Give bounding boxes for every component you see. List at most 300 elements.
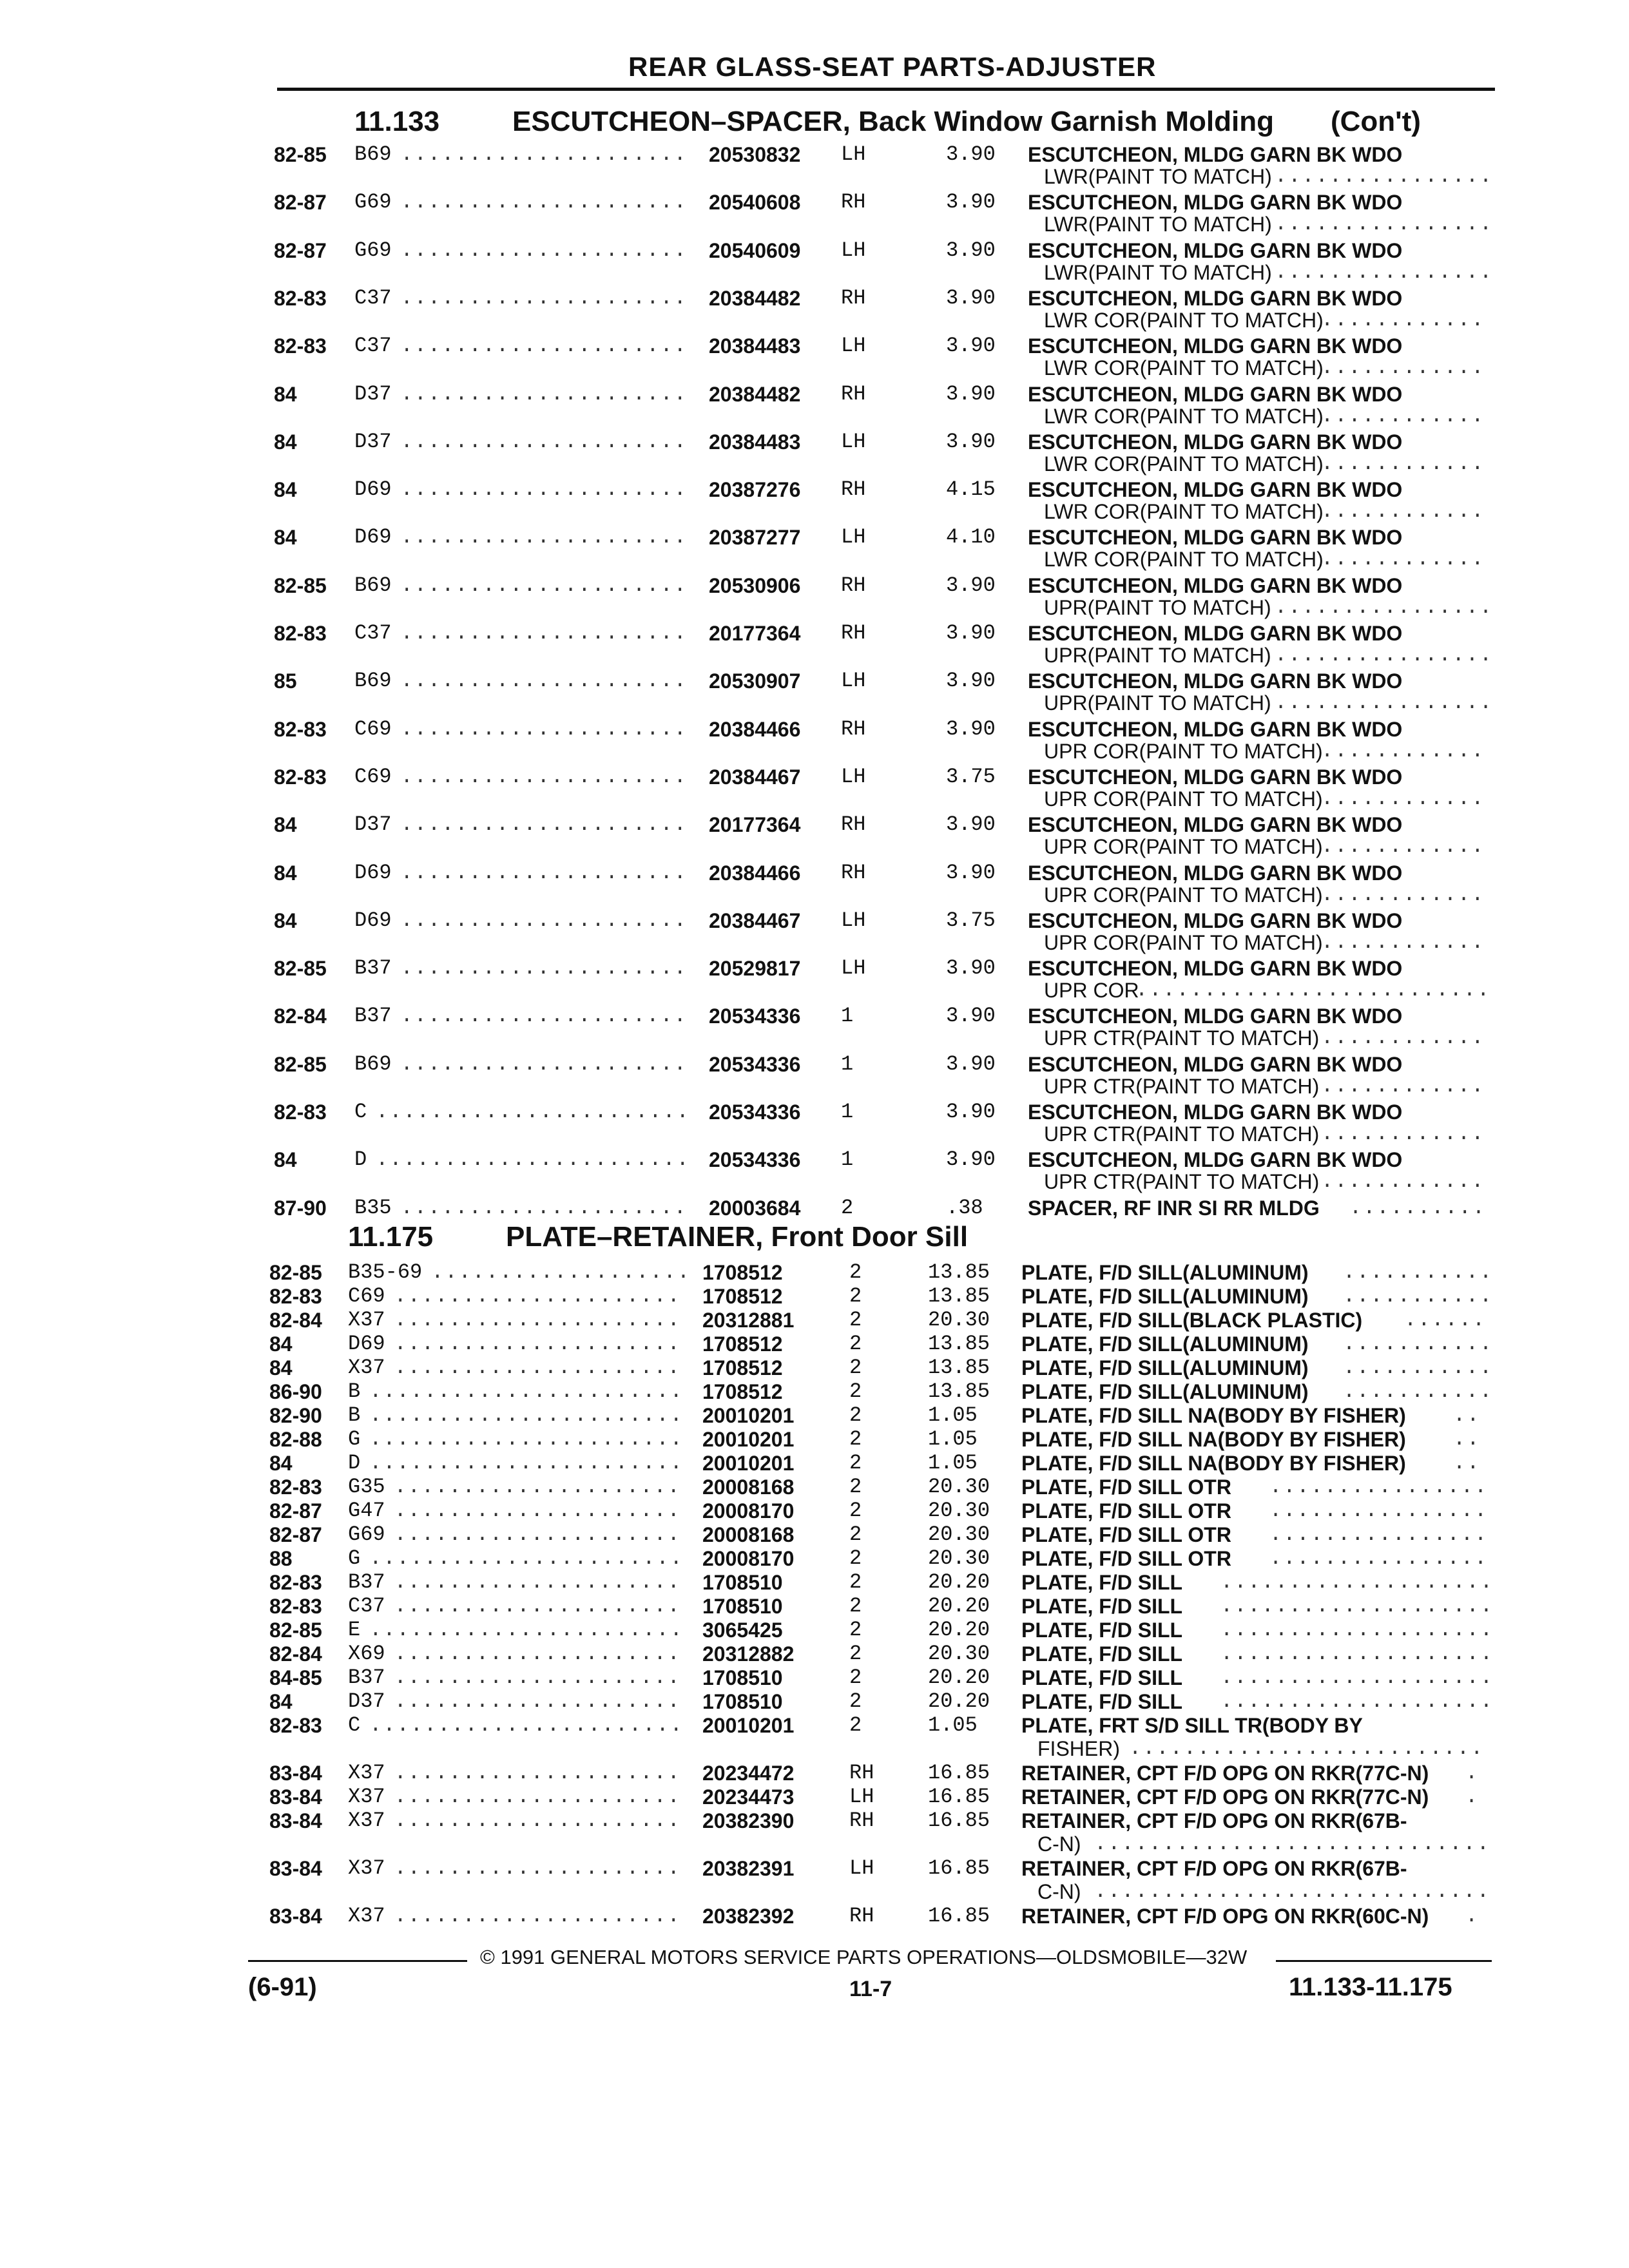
row-part-number: 20003684 — [709, 1196, 801, 1220]
leader-dots: ..................... — [400, 908, 688, 932]
row-year: 82-87 — [274, 191, 327, 215]
row-description: ESCUTCHEON, MLDG GARN BK WDO — [1028, 1148, 1403, 1172]
footer-copyright: © 1991 GENERAL MOTORS SERVICE PARTS OPERATIONS—OLDSMOBILE—32W — [480, 1946, 1248, 1968]
row-quantity: 2 — [849, 1523, 862, 1546]
row-body-style: G — [348, 1546, 361, 1570]
row-part-number: 1708512 — [702, 1380, 783, 1403]
row-year: 84 — [274, 382, 297, 406]
row-quantity: RH — [841, 716, 866, 741]
row-description-continued: LWR(PAINT TO MATCH) — [1044, 213, 1272, 236]
row-price: 3.90 — [946, 334, 996, 358]
row-description: PLATE, F/D SILL OTR — [1021, 1475, 1231, 1499]
row-body-style: D — [354, 1148, 367, 1172]
leader-dots: ....................... — [376, 1148, 690, 1172]
row-body-style: X69 — [348, 1642, 385, 1666]
row-quantity: 2 — [849, 1570, 862, 1594]
leader-dots: ..................... — [394, 1475, 681, 1499]
row-part-number: 20008168 — [702, 1523, 795, 1546]
row-body-style: C37 — [354, 334, 392, 358]
row-quantity: RH — [849, 1761, 874, 1785]
row-description-continued: LWR(PAINT TO MATCH) — [1044, 260, 1272, 284]
row-description-continued: FISHER) — [1037, 1737, 1120, 1760]
row-year: 82-83 — [269, 1571, 322, 1594]
row-price: 20.30 — [928, 1475, 990, 1499]
trailing-dots: ............ — [1321, 834, 1485, 859]
row-part-number: 20534336 — [709, 1100, 801, 1124]
row-description: ESCUTCHEON, MLDG GARN BK WDO — [1028, 813, 1403, 837]
row-description: PLATE, F/D SILL — [1021, 1571, 1183, 1594]
row-description-continued: LWR COR(PAINT TO MATCH) — [1044, 500, 1324, 524]
row-body-style: G47 — [348, 1499, 385, 1523]
row-description: ESCUTCHEON, MLDG GARN BK WDO — [1028, 622, 1403, 645]
leader-dots: ..................... — [400, 1195, 688, 1220]
row-part-number: 1708512 — [702, 1285, 783, 1308]
trailing-dots: ................ — [1275, 643, 1494, 667]
row-description: ESCUTCHEON, MLDG GARN BK WDO — [1028, 382, 1403, 406]
row-body-style: B69 — [354, 142, 392, 166]
row-year: 87-90 — [274, 1196, 327, 1220]
row-description-continued: LWR COR(PAINT TO MATCH) — [1044, 548, 1324, 572]
footer-page-number: 11-7 — [849, 1977, 892, 2001]
row-price: 20.20 — [928, 1618, 990, 1642]
trailing-dots: ............ — [1321, 882, 1485, 907]
trailing-dots: . — [1465, 1785, 1480, 1809]
row-quantity: 2 — [849, 1284, 862, 1308]
row-body-style: D69 — [354, 477, 392, 502]
row-quantity: 2 — [849, 1332, 862, 1356]
trailing-dots: .......... — [1349, 1195, 1487, 1220]
trailing-dots: .................... — [1220, 1642, 1494, 1666]
trailing-dots: ............ — [1321, 499, 1485, 524]
row-quantity: RH — [849, 1809, 874, 1832]
trailing-dots: ................ — [1275, 691, 1494, 715]
row-quantity: 2 — [849, 1499, 862, 1523]
row-year: 82-85 — [274, 573, 327, 597]
row-description: ESCUTCHEON, MLDG GARN BK WDO — [1028, 1100, 1403, 1124]
row-description-continued: UPR COR(PAINT TO MATCH) — [1044, 739, 1323, 763]
table-row — [0, 383, 1629, 429]
trailing-dots: ........... — [1343, 1284, 1494, 1308]
row-year: 82-85 — [274, 1052, 327, 1076]
row-part-number: 20234473 — [702, 1785, 795, 1809]
trailing-dots: ................ — [1269, 1546, 1489, 1570]
row-year: 84 — [274, 908, 297, 932]
row-description: ESCUTCHEON, MLDG GARN BK WDO — [1028, 1052, 1403, 1076]
row-body-style: X37 — [348, 1761, 385, 1785]
row-price: 13.85 — [928, 1332, 990, 1356]
row-description: RETAINER, CPT F/D OPG ON RKR(67B- — [1021, 1809, 1407, 1832]
row-quantity: 2 — [849, 1594, 862, 1618]
trailing-dots: ................ — [1269, 1475, 1489, 1499]
row-body-style: D37 — [354, 812, 392, 837]
section-number: 11.133 — [354, 106, 440, 137]
row-description-continued: LWR(PAINT TO MATCH) — [1044, 165, 1272, 188]
row-price: 3.90 — [946, 238, 996, 262]
row-description-continued: LWR COR(PAINT TO MATCH) — [1044, 308, 1324, 332]
leader-dots: ....................... — [369, 1618, 684, 1642]
trailing-dots: ............ — [1321, 1169, 1485, 1194]
table-row — [0, 191, 1629, 237]
row-part-number: 20008168 — [702, 1475, 795, 1499]
row-description-continued: UPR(PAINT TO MATCH) — [1044, 644, 1271, 667]
table-row — [0, 813, 1629, 860]
row-part-number: 20010201 — [702, 1714, 795, 1737]
leader-dots: ..................... — [394, 1904, 681, 1928]
leader-dots: ..................... — [400, 238, 688, 262]
row-quantity: RH — [841, 812, 866, 837]
leader-dots: ..................... — [400, 669, 688, 693]
row-price: 3.90 — [946, 573, 996, 597]
row-price: 13.85 — [928, 1379, 990, 1403]
row-year: 82-87 — [274, 238, 327, 262]
row-part-number: 3065425 — [702, 1619, 783, 1642]
leader-dots: ..................... — [394, 1689, 681, 1713]
row-year: 82-85 — [269, 1261, 322, 1284]
row-part-number: 20384482 — [709, 382, 801, 406]
row-price: 3.90 — [946, 1004, 996, 1028]
row-quantity: RH — [841, 573, 866, 597]
row-part-number: 20382391 — [702, 1857, 795, 1880]
trailing-dots: ........... — [1343, 1260, 1494, 1284]
row-price: .38 — [946, 1195, 983, 1220]
row-price: 3.90 — [946, 812, 996, 837]
row-year: 82-87 — [269, 1523, 322, 1546]
row-part-number: 20234472 — [702, 1762, 795, 1785]
row-year: 84 — [269, 1356, 293, 1379]
leader-dots: ..................... — [394, 1332, 681, 1356]
table-row — [0, 1809, 1629, 1856]
row-description-continued: C-N) — [1037, 1880, 1081, 1903]
row-part-number: 20382390 — [702, 1809, 795, 1832]
trailing-dots: ........... — [1343, 1356, 1494, 1379]
row-description-continued: UPR COR(PAINT TO MATCH) — [1044, 883, 1323, 907]
row-part-number: 20530907 — [709, 669, 801, 693]
leader-dots: ..................... — [400, 429, 688, 454]
row-year: 83-84 — [269, 1905, 322, 1928]
row-part-number: 20010201 — [702, 1452, 795, 1475]
row-description: ESCUTCHEON, MLDG GARN BK WDO — [1028, 526, 1403, 550]
row-quantity: LH — [841, 429, 866, 454]
row-body-style: X37 — [348, 1809, 385, 1832]
row-price: 1.05 — [928, 1451, 978, 1475]
row-price: 20.20 — [928, 1666, 990, 1689]
row-description-continued: LWR COR(PAINT TO MATCH) — [1044, 356, 1324, 380]
table-row — [0, 334, 1629, 381]
leader-dots: ..................... — [400, 956, 688, 981]
row-body-style: G69 — [348, 1523, 385, 1546]
leader-dots: ..................... — [400, 812, 688, 837]
row-description: PLATE, F/D SILL(ALUMINUM) — [1021, 1261, 1309, 1284]
row-description: ESCUTCHEON, MLDG GARN BK WDO — [1028, 765, 1403, 789]
footer-rule-right — [1276, 1960, 1492, 1962]
trailing-dots: ........... — [1343, 1379, 1494, 1403]
row-body-style: B37 — [354, 956, 392, 981]
table-row — [0, 1148, 1629, 1195]
row-price: 20.30 — [928, 1499, 990, 1523]
row-description: SPACER, RF INR SI RR MLDG — [1028, 1196, 1320, 1220]
row-quantity: LH — [841, 764, 866, 789]
leader-dots: ..................... — [400, 334, 688, 358]
row-part-number: 20384482 — [709, 286, 801, 310]
row-year: 82-84 — [269, 1642, 322, 1666]
row-price: 3.75 — [946, 764, 996, 789]
table-row — [0, 622, 1629, 668]
table-row — [0, 574, 1629, 620]
row-description: RETAINER, CPT F/D OPG ON RKR(67B- — [1021, 1857, 1407, 1880]
row-description-continued: UPR COR(PAINT TO MATCH) — [1044, 835, 1323, 859]
table-row — [0, 143, 1629, 189]
row-year: 83-84 — [269, 1809, 322, 1832]
trailing-dots: .. — [1453, 1403, 1481, 1427]
row-part-number: 1708512 — [702, 1356, 783, 1379]
row-description-continued: LWR COR(PAINT TO MATCH) — [1044, 452, 1324, 476]
row-year: 82-88 — [269, 1428, 322, 1451]
row-price: 16.85 — [928, 1904, 990, 1928]
row-year: 84 — [274, 478, 297, 502]
row-part-number: 20540608 — [709, 191, 801, 215]
row-quantity: LH — [841, 525, 866, 550]
row-quantity: LH — [841, 908, 866, 932]
section-number: 11.175 — [348, 1221, 434, 1253]
row-description: ESCUTCHEON, MLDG GARN BK WDO — [1028, 861, 1403, 885]
leader-dots: ..................... — [394, 1642, 681, 1666]
trailing-dots: . — [1465, 1904, 1480, 1928]
trailing-dots: .......................... — [1129, 1736, 1485, 1760]
row-part-number: 20312881 — [702, 1309, 795, 1332]
row-body-style: C — [348, 1713, 361, 1737]
row-part-number: 20010201 — [702, 1428, 795, 1451]
row-quantity: 2 — [849, 1308, 862, 1332]
row-part-number: 20534336 — [709, 1004, 801, 1028]
row-quantity: 2 — [849, 1260, 862, 1284]
row-quantity: 1 — [841, 1100, 854, 1124]
trailing-dots: ............ — [1321, 1026, 1485, 1050]
row-part-number: 20008170 — [702, 1547, 795, 1570]
footer-date-code: (6-91) — [248, 1973, 317, 2001]
row-part-number: 20529817 — [709, 957, 801, 981]
row-body-style: E — [348, 1618, 361, 1642]
leader-dots: ..................... — [394, 1523, 681, 1546]
row-year: 84-85 — [269, 1666, 322, 1689]
footer-rule-left — [248, 1960, 467, 1962]
row-quantity: RH — [841, 477, 866, 502]
row-year: 84 — [269, 1452, 293, 1475]
leader-dots: ..................... — [394, 1809, 681, 1832]
row-body-style: B37 — [348, 1570, 385, 1594]
row-body-style: X37 — [348, 1904, 385, 1928]
row-part-number: 20387277 — [709, 526, 801, 550]
row-quantity: 2 — [849, 1427, 862, 1451]
row-price: 16.85 — [928, 1761, 990, 1785]
row-price: 3.90 — [946, 381, 996, 406]
row-body-style: C69 — [354, 764, 392, 789]
row-quantity: RH — [841, 860, 866, 885]
row-quantity: 2 — [849, 1379, 862, 1403]
row-description: PLATE, F/D SILL OTR — [1021, 1547, 1231, 1570]
row-description-continued: C-N) — [1037, 1832, 1081, 1856]
row-description-continued: UPR CTR(PAINT TO MATCH) — [1044, 1026, 1320, 1050]
row-description: PLATE, F/D SILL(ALUMINUM) — [1021, 1380, 1309, 1403]
row-body-style: G69 — [354, 238, 392, 262]
leader-dots: ..................... — [400, 477, 688, 502]
leader-dots: ....................... — [369, 1451, 684, 1475]
leader-dots: ..................... — [394, 1785, 681, 1809]
row-quantity: 2 — [849, 1451, 862, 1475]
row-description: ESCUTCHEON, MLDG GARN BK WDO — [1028, 957, 1403, 981]
row-description: PLATE, F/D SILL OTR — [1021, 1523, 1231, 1546]
row-body-style: B69 — [354, 573, 392, 597]
row-year: 82-83 — [269, 1285, 322, 1308]
row-description: RETAINER, CPT F/D OPG ON RKR(77C-N) — [1021, 1762, 1429, 1785]
row-price: 20.30 — [928, 1523, 990, 1546]
row-description: PLATE, F/D SILL(ALUMINUM) — [1021, 1356, 1309, 1379]
trailing-dots: .................... — [1220, 1618, 1494, 1642]
row-price: 3.75 — [946, 908, 996, 932]
leader-dots: ..................... — [394, 1856, 681, 1880]
row-part-number: 20384467 — [709, 908, 801, 932]
row-description: PLATE, F/D SILL(ALUMINUM) — [1021, 1285, 1309, 1308]
row-part-number: 20008170 — [702, 1499, 795, 1523]
table-row — [0, 526, 1629, 572]
row-description: PLATE, F/D SILL OTR — [1021, 1499, 1231, 1523]
row-price: 20.30 — [928, 1642, 990, 1666]
row-quantity: 2 — [849, 1403, 862, 1427]
row-body-style: D69 — [354, 908, 392, 932]
row-year: 83-84 — [269, 1857, 322, 1880]
trailing-dots: ............ — [1321, 1122, 1485, 1146]
row-year: 82-84 — [269, 1309, 322, 1332]
row-body-style: D — [348, 1451, 361, 1475]
row-year: 86-90 — [269, 1380, 322, 1403]
trailing-dots: ................ — [1275, 595, 1494, 619]
title-rule — [277, 88, 1495, 91]
row-quantity: 2 — [849, 1475, 862, 1499]
row-part-number: 20312882 — [702, 1642, 795, 1666]
row-description: PLATE, FRT S/D SILL TR(BODY BY — [1021, 1714, 1363, 1737]
row-description: ESCUTCHEON, MLDG GARN BK WDO — [1028, 573, 1403, 597]
row-year: 82-87 — [269, 1499, 322, 1523]
leader-dots: ..................... — [394, 1761, 681, 1785]
row-description: PLATE, F/D SILL NA(BODY BY FISHER) — [1021, 1404, 1406, 1427]
row-quantity: 2 — [849, 1689, 862, 1713]
row-body-style: D69 — [354, 860, 392, 885]
row-year: 82-85 — [269, 1619, 322, 1642]
trailing-dots: ........... — [1343, 1332, 1494, 1356]
row-price: 16.85 — [928, 1856, 990, 1880]
row-year: 84 — [274, 526, 297, 550]
trailing-dots: .................... — [1220, 1594, 1494, 1618]
row-year: 83-84 — [269, 1785, 322, 1809]
trailing-dots: ............ — [1321, 1073, 1485, 1098]
row-description: PLATE, F/D SILL(BLACK PLASTIC) — [1021, 1309, 1363, 1332]
row-body-style: B69 — [354, 669, 392, 693]
row-year: 83-84 — [269, 1762, 322, 1785]
leader-dots: ..................... — [394, 1356, 681, 1379]
row-body-style: B37 — [354, 1004, 392, 1028]
row-price: 3.90 — [946, 1148, 996, 1172]
trailing-dots: .................... — [1220, 1570, 1494, 1594]
row-body-style: C — [354, 1100, 367, 1124]
row-description: PLATE, F/D SILL(ALUMINUM) — [1021, 1332, 1309, 1356]
table-row — [0, 239, 1629, 285]
trailing-dots: ................ — [1275, 212, 1494, 236]
row-price: 1.05 — [928, 1403, 978, 1427]
row-year: 82-83 — [274, 334, 327, 358]
row-body-style: G — [348, 1427, 361, 1451]
table-row — [0, 430, 1629, 477]
trailing-dots: ............ — [1321, 307, 1485, 332]
table-row — [0, 1857, 1629, 1903]
row-description: ESCUTCHEON, MLDG GARN BK WDO — [1028, 286, 1403, 310]
row-description: ESCUTCHEON, MLDG GARN BK WDO — [1028, 669, 1403, 693]
row-year: 82-90 — [269, 1404, 322, 1427]
row-quantity: RH — [841, 381, 866, 406]
leader-dots: ..................... — [394, 1308, 681, 1332]
row-body-style: C37 — [354, 621, 392, 645]
row-description: PLATE, F/D SILL NA(BODY BY FISHER) — [1021, 1452, 1406, 1475]
trailing-dots: ................ — [1269, 1523, 1489, 1546]
row-description-continued: UPR COR(PAINT TO MATCH) — [1044, 787, 1323, 811]
row-price: 20.30 — [928, 1546, 990, 1570]
row-body-style: B35 — [354, 1195, 392, 1220]
table-row — [0, 1100, 1629, 1147]
row-year: 84 — [274, 1148, 297, 1172]
row-part-number: 20384483 — [709, 430, 801, 454]
row-description-continued: UPR(PAINT TO MATCH) — [1044, 691, 1271, 715]
row-year: 82-83 — [274, 286, 327, 310]
section-title: ESCUTCHEON–SPACER, Back Window Garnish Molding — [512, 106, 1275, 137]
row-body-style: G35 — [348, 1475, 385, 1499]
row-part-number: 1708510 — [702, 1690, 783, 1713]
row-description-continued: UPR COR — [1044, 979, 1139, 1003]
leader-dots: ....................... — [369, 1427, 684, 1451]
row-part-number: 1708510 — [702, 1595, 783, 1618]
leader-dots: ..................... — [400, 142, 688, 166]
row-year: 84 — [269, 1332, 293, 1356]
leader-dots: ..................... — [394, 1499, 681, 1523]
row-description: PLATE, F/D SILL — [1021, 1642, 1183, 1666]
row-year: 82-83 — [269, 1475, 322, 1499]
row-price: 13.85 — [928, 1260, 990, 1284]
row-price: 3.90 — [946, 860, 996, 885]
row-body-style: C69 — [354, 716, 392, 741]
leader-dots: ..................... — [394, 1666, 681, 1689]
trailing-dots: ............ — [1321, 356, 1485, 380]
row-body-style: B35-69 — [348, 1260, 423, 1284]
page-title: REAR GLASS-SEAT PARTS-ADJUSTER — [628, 52, 1157, 82]
trailing-dots: ............ — [1321, 930, 1485, 954]
table-row — [0, 1053, 1629, 1099]
row-price: 3.90 — [946, 956, 996, 981]
trailing-dots: .. — [1453, 1451, 1481, 1475]
table-row — [0, 478, 1629, 524]
row-quantity: LH — [849, 1856, 874, 1880]
row-description: RETAINER, CPT F/D OPG ON RKR(60C-N) — [1021, 1905, 1429, 1928]
row-price: 1.05 — [928, 1427, 978, 1451]
row-part-number: 20530832 — [709, 143, 801, 166]
leader-dots: ..................... — [400, 525, 688, 550]
row-year: 82-83 — [269, 1714, 322, 1737]
row-part-number: 20540609 — [709, 238, 801, 262]
row-year: 82-83 — [274, 765, 327, 789]
row-description: PLATE, F/D SILL — [1021, 1595, 1183, 1618]
row-part-number: 20384467 — [709, 765, 801, 789]
trailing-dots: ............ — [1321, 403, 1485, 428]
table-row — [0, 287, 1629, 333]
row-quantity: 1 — [841, 1052, 854, 1076]
row-year: 82-85 — [274, 957, 327, 981]
row-part-number: 20384466 — [709, 717, 801, 741]
